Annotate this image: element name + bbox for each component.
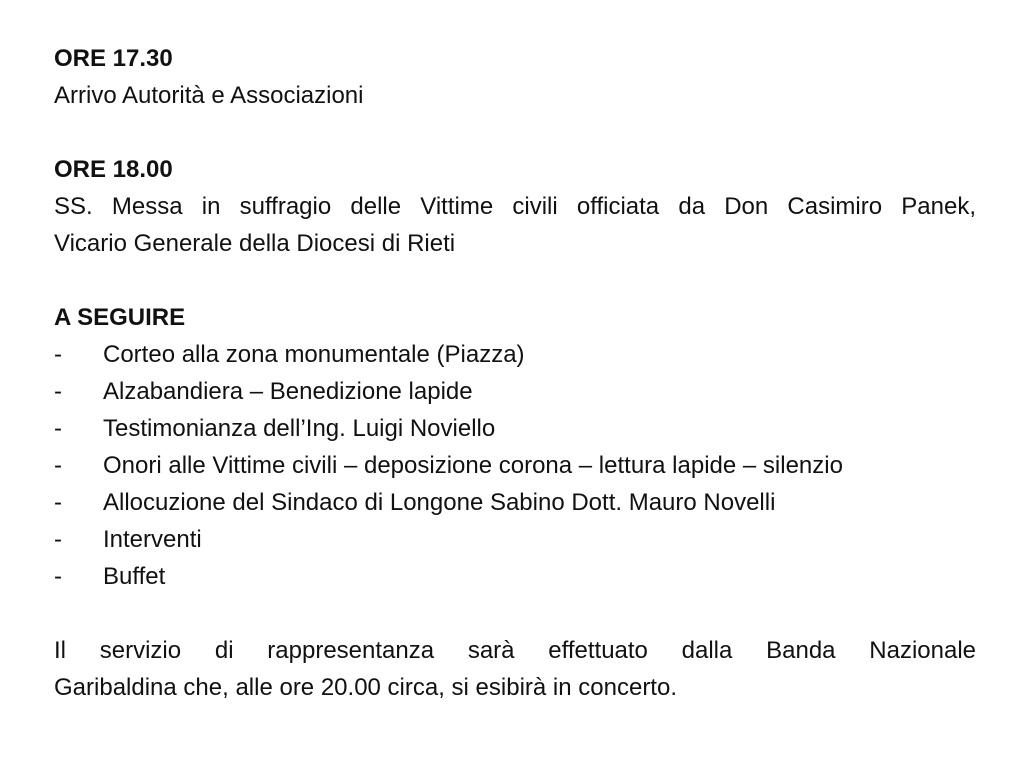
list-item-text: Interventi: [103, 526, 202, 553]
section-1730: [54, 40, 976, 114]
list-item-text: Testimonianza dell’Ing. Luigi Noviello: [103, 415, 496, 442]
dash-bullet: -: [54, 452, 62, 479]
list-item: [54, 447, 976, 484]
spacer: [54, 595, 976, 632]
list-item: [54, 410, 976, 447]
list-item-text: Onori alle Vittime civili – deposizione corona – lettura lapide – silenzio: [103, 452, 843, 479]
section-heading: A SEGUIRE: [54, 304, 186, 331]
list-item: [54, 558, 976, 595]
dash-bullet: -: [54, 341, 62, 368]
dash-bullet: -: [54, 563, 62, 590]
section-text: Arrivo Autorità e Associazioni: [54, 82, 364, 109]
agenda-list: [54, 336, 976, 595]
dash-bullet: -: [54, 489, 62, 516]
document-page: [54, 40, 976, 706]
list-item: [54, 521, 976, 558]
spacer: [54, 114, 976, 151]
list-item-text: Allocuzione del Sindaco di Longone Sabino Dott. Mauro Novelli: [103, 489, 776, 516]
list-item-text: Alzabandiera – Benedizione lapide: [103, 378, 473, 405]
section-heading: ORE 17.30: [54, 45, 173, 72]
closing-paragraph: [54, 632, 976, 706]
closing-text: Il servizio di rappresentanza sarà effettuato dalla Banda Nazionale: [54, 637, 976, 664]
dash-bullet: -: [54, 415, 62, 442]
closing-text: Garibaldina che, alle ore 20.00 circa, si esibirà in concerto.: [54, 674, 677, 701]
spacer: [54, 262, 976, 299]
section-text: Vicario Generale della Diocesi di Rieti: [54, 230, 456, 257]
list-item-text: Corteo alla zona monumentale (Piazza): [103, 341, 525, 368]
section-1800: [54, 151, 976, 262]
list-item: [54, 484, 976, 521]
dash-bullet: -: [54, 378, 62, 405]
section-a-seguire: [54, 299, 976, 595]
list-item-text: Buffet: [103, 563, 166, 590]
list-item: [54, 336, 976, 373]
section-heading: ORE 18.00: [54, 156, 173, 183]
list-item: [54, 373, 976, 410]
section-text: SS. Messa in suffragio delle Vittime civili officiata da Don Casimiro Panek,: [54, 193, 976, 220]
dash-bullet: -: [54, 526, 62, 553]
